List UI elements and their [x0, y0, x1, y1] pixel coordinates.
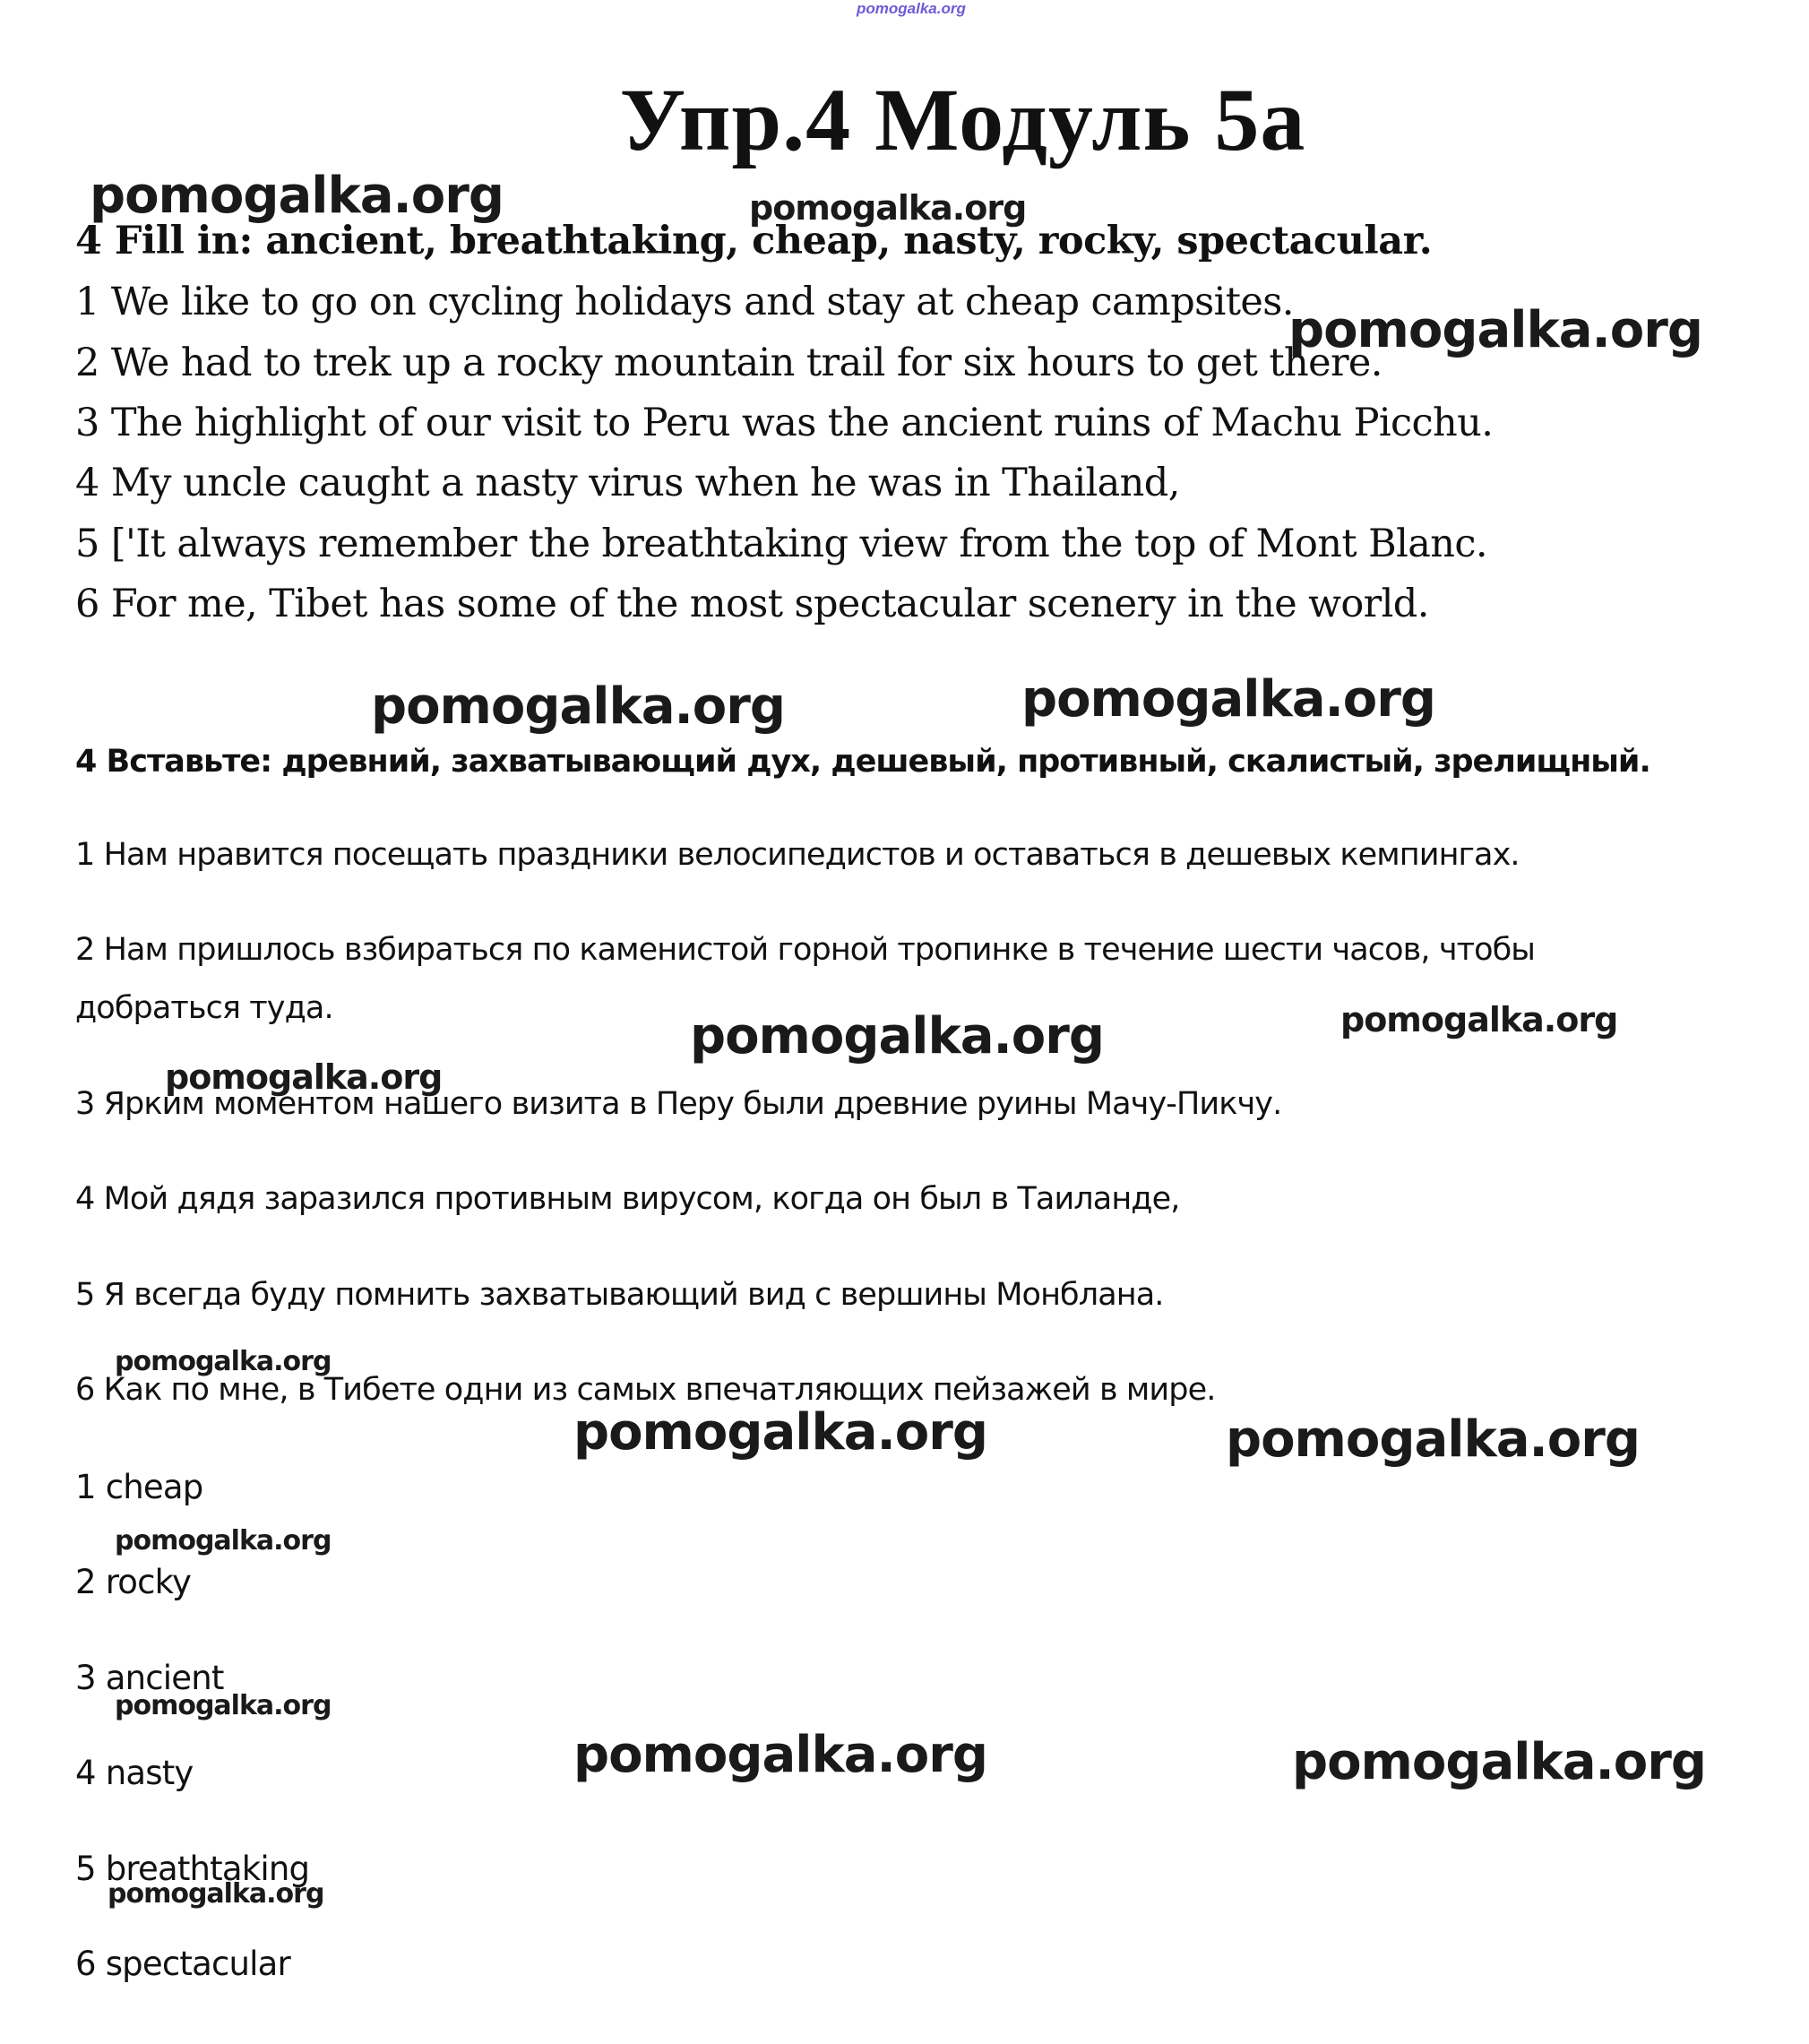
watermark: pomogalka.org: [165, 1057, 443, 1097]
watermark: pomogalka.org: [90, 167, 504, 225]
english-line: 2 We had to trek up a rocky mountain trail for six hours to get there.: [75, 341, 1383, 385]
answer-item: 3 ancient: [75, 1659, 224, 1697]
answer-item: 2 rocky: [75, 1563, 192, 1601]
top-link[interactable]: pomogalka.org: [857, 0, 966, 17]
watermark: pomogalka.org: [1226, 1410, 1640, 1469]
english-line: 1 We like to go on cycling holidays and stay at cheap campsites.: [75, 280, 1294, 324]
russian-line: 2 Нам пришлось взбираться по каменистой горной тропинке в течение шести часов, чтобы: [75, 932, 1536, 968]
watermark: pomogalka.org: [1292, 1733, 1706, 1791]
watermark: pomogalka.org: [749, 188, 1027, 228]
russian-line: 6 Как по мне, в Тибете одни из самых впечатляющих пейзажей в мире.: [75, 1372, 1216, 1408]
watermark: pomogalka.org: [1021, 670, 1435, 729]
english-line: 3 The highlight of our visit to Peru was the ancient ruins of Machu Picchu.: [75, 401, 1494, 445]
english-line: 4 My uncle caught a nasty virus when he was in Thailand,: [75, 461, 1180, 505]
russian-line: 1 Нам нравится посещать праздники велосипедистов и оставаться в дешевых кемпингах.: [75, 837, 1520, 873]
watermark: pomogalka.org: [115, 1690, 332, 1721]
page-title: Упр.4 Модуль 5а: [619, 70, 1306, 169]
russian-line: 4 Мой дядя заразился противным вирусом, когда он был в Таиланде,: [75, 1181, 1180, 1217]
watermark: pomogalka.org: [573, 1726, 987, 1784]
watermark: pomogalka.org: [1340, 1000, 1618, 1039]
english-heading: 4 Fill in: ancient, breathtaking, cheap, nasty, rocky, spectacular.: [75, 219, 1433, 263]
answer-item: 5 breathtaking: [75, 1850, 310, 1888]
russian-line: 3 Ярким моментом нашего визита в Перу были древние руины Мачу-Пикчу.: [75, 1086, 1282, 1122]
watermark: pomogalka.org: [108, 1878, 324, 1910]
watermark: pomogalka.org: [1288, 301, 1702, 359]
english-line: 5 ['It always remember the breathtaking view from the top of Mont Blanc.: [75, 522, 1487, 566]
answer-item: 4 nasty: [75, 1754, 194, 1792]
russian-heading: 4 Вставьте: древний, захватывающий дух, дешевый, противный, скалистый, зрелищный.: [75, 744, 1650, 780]
watermark: pomogalka.org: [573, 1403, 987, 1462]
russian-line: 5 Я всегда буду помнить захватывающий вид с вершины Монблана.: [75, 1277, 1164, 1313]
russian-line: добраться туда.: [75, 990, 333, 1026]
answer-item: 6 spectacular: [75, 1945, 290, 1983]
answer-item: 1 cheap: [75, 1468, 203, 1506]
watermark: pomogalka.org: [371, 677, 785, 736]
watermark: pomogalka.org: [115, 1346, 332, 1377]
watermark: pomogalka.org: [115, 1525, 332, 1557]
watermark: pomogalka.org: [690, 1007, 1104, 1065]
english-line: 6 For me, Tibet has some of the most spectacular scenery in the world.: [75, 582, 1429, 626]
